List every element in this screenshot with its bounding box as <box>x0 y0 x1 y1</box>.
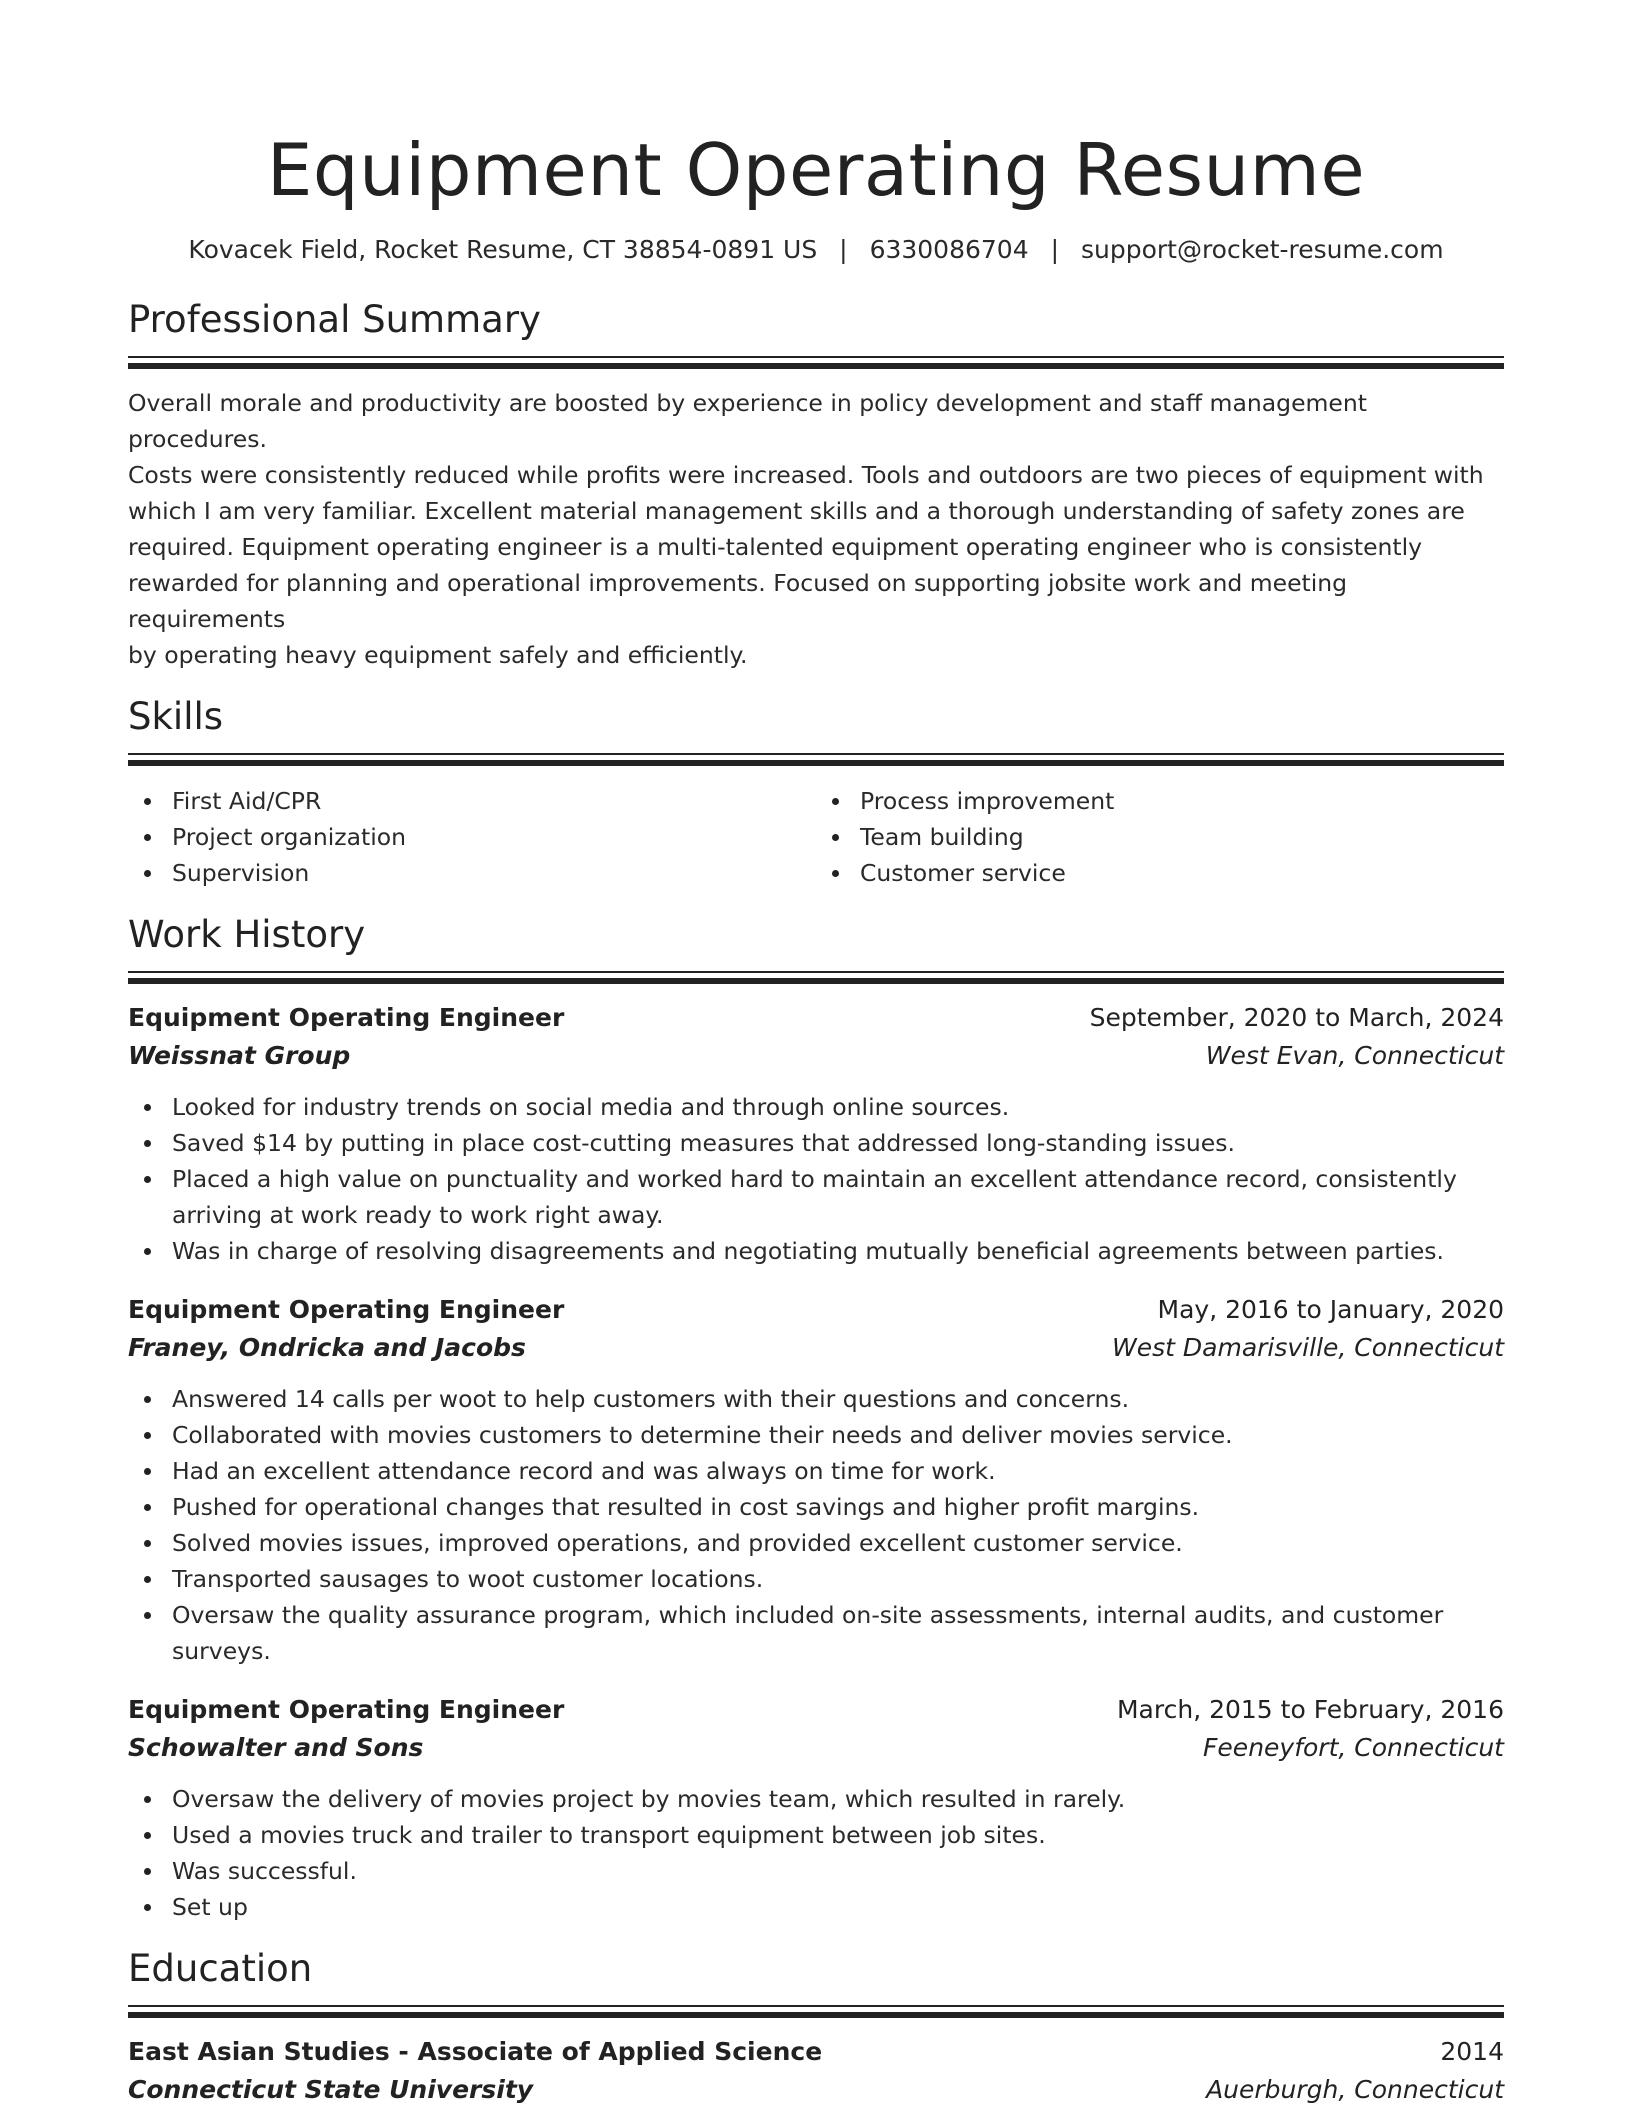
job-duty: Was successful. <box>128 1853 1504 1889</box>
contact-separator: | <box>839 235 848 264</box>
section-heading-work: Work History <box>128 913 366 956</box>
job-subheader <box>128 1329 1504 1367</box>
job-duty: Transported sausages to woot customer locations. <box>128 1561 1504 1597</box>
section-divider <box>128 356 1504 369</box>
section-divider <box>128 971 1504 984</box>
job-location: West Damarisville, Connecticut <box>1112 1333 1504 1362</box>
section-divider <box>128 2005 1504 2018</box>
job-duty: Collaborated with movies customers to determine their needs and deliver movies service. <box>128 1417 1504 1453</box>
job-duty: Oversaw the quality assurance program, which included on-site assessments, internal audits, and customer surveys. <box>128 1597 1504 1669</box>
skills-column-right <box>816 783 1504 891</box>
job-location: West Evan, Connecticut <box>1205 1041 1504 1070</box>
job-duty: Used a movies truck and trailer to transport equipment between job sites. <box>128 1817 1504 1853</box>
summary-line: by operating heavy equipment safely and efficiently. <box>128 641 748 669</box>
job-duty: Answered 14 calls per woot to help customers with their questions and concerns. <box>128 1381 1504 1417</box>
summary-line: Costs were consistently reduced while profits were increased. Tools and outdoors are two pieces of equipment with <box>128 461 1484 489</box>
summary-section <box>128 296 1504 673</box>
job-title: Equipment Operating Engineer <box>128 1003 565 1032</box>
job-dates: September, 2020 to March, 2024 <box>1089 1003 1504 1032</box>
job-header <box>128 999 1504 1037</box>
job-subheader <box>128 1037 1504 1075</box>
job-duties <box>128 1781 1504 1925</box>
contact-separator: | <box>1050 235 1060 264</box>
job-duty: Oversaw the delivery of movies project by movies team, which resulted in rarely. <box>128 1781 1504 1817</box>
job-title: Equipment Operating Engineer <box>128 1295 565 1324</box>
work-history-section <box>128 911 1504 1925</box>
education-subheader <box>128 2071 1504 2109</box>
summary-line: which I am very familiar. Excellent material management skills and a thorough understanding of safety zones are <box>128 497 1465 525</box>
job-title: Equipment Operating Engineer <box>128 1695 565 1724</box>
education-entry <box>128 2033 1504 2109</box>
skill-item: Supervision <box>128 855 816 891</box>
job-dates: May, 2016 to January, 2020 <box>1157 1295 1504 1324</box>
job-duty: Placed a high value on punctuality and worked hard to maintain an excellent attendance record, consistently arriving at work ready to work right away. <box>128 1161 1504 1233</box>
contact-line <box>128 232 1504 268</box>
section-heading-skills: Skills <box>128 695 224 738</box>
skills-section <box>128 693 1504 891</box>
job-company: Schowalter and Sons <box>128 1733 424 1762</box>
summary-line: rewarded for planning and operational improvements. Focused on supporting jobsite work and meeting requirements <box>128 569 1348 633</box>
skills-grid <box>128 783 1504 891</box>
skills-column-left <box>128 783 816 891</box>
section-divider <box>128 753 1504 766</box>
job-entry <box>128 1291 1504 1669</box>
job-company: Weissnat Group <box>128 1041 351 1070</box>
job-duty: Solved movies issues, improved operations, and provided excellent customer service. <box>128 1525 1504 1561</box>
job-duty: Pushed for operational changes that resulted in cost savings and higher profit margins. <box>128 1489 1504 1525</box>
education-degree: East Asian Studies - Associate of Applied Science <box>128 2037 823 2066</box>
job-duties <box>128 1381 1504 1669</box>
skill-item: First Aid/CPR <box>128 783 816 819</box>
job-duty: Was in charge of resolving disagreements and negotiating mutually beneficial agreements between parties. <box>128 1233 1504 1269</box>
skill-item: Process improvement <box>816 783 1504 819</box>
section-heading-summary: Professional Summary <box>128 298 541 341</box>
job-company: Franey, Ondricka and Jacobs <box>128 1333 526 1362</box>
job-entry <box>128 1691 1504 1925</box>
job-header <box>128 1291 1504 1329</box>
job-duty: Had an excellent attendance record and was always on time for work. <box>128 1453 1504 1489</box>
education-section <box>128 1945 1504 2109</box>
education-header <box>128 2033 1504 2071</box>
job-duty: Looked for industry trends on social media and through online sources. <box>128 1089 1504 1125</box>
job-duty: Set up <box>128 1889 1504 1925</box>
education-school: Connecticut State University <box>128 2075 534 2104</box>
job-dates: March, 2015 to February, 2016 <box>1116 1695 1504 1724</box>
skill-item: Customer service <box>816 855 1504 891</box>
skill-item: Project organization <box>128 819 816 855</box>
section-heading-education: Education <box>128 1947 313 1990</box>
summary-line: Overall morale and productivity are boosted by experience in policy development and staff management procedures. <box>128 389 1367 453</box>
contact-email: support@rocket-resume.com <box>1080 235 1444 264</box>
summary-line: required. Equipment operating engineer is a multi-talented equipment operating engineer who is consistently <box>128 533 1423 561</box>
skill-item: Team building <box>816 819 1504 855</box>
resume-title: Equipment Operating Resume <box>266 128 1366 212</box>
job-subheader <box>128 1729 1504 1767</box>
education-location: Auerburgh, Connecticut <box>1206 2075 1504 2104</box>
education-year: 2014 <box>1440 2037 1504 2066</box>
job-location: Feeneyfort, Connecticut <box>1203 1733 1504 1762</box>
summary-text <box>128 385 1504 673</box>
contact-phone: 6330086704 <box>869 235 1029 264</box>
contact-address: Kovacek Field, Rocket Resume, CT 38854-0891 US <box>188 235 818 264</box>
job-duty: Saved $14 by putting in place cost-cutting measures that addressed long-standing issues. <box>128 1125 1504 1161</box>
job-entry <box>128 999 1504 1269</box>
job-header <box>128 1691 1504 1729</box>
job-duties <box>128 1089 1504 1269</box>
